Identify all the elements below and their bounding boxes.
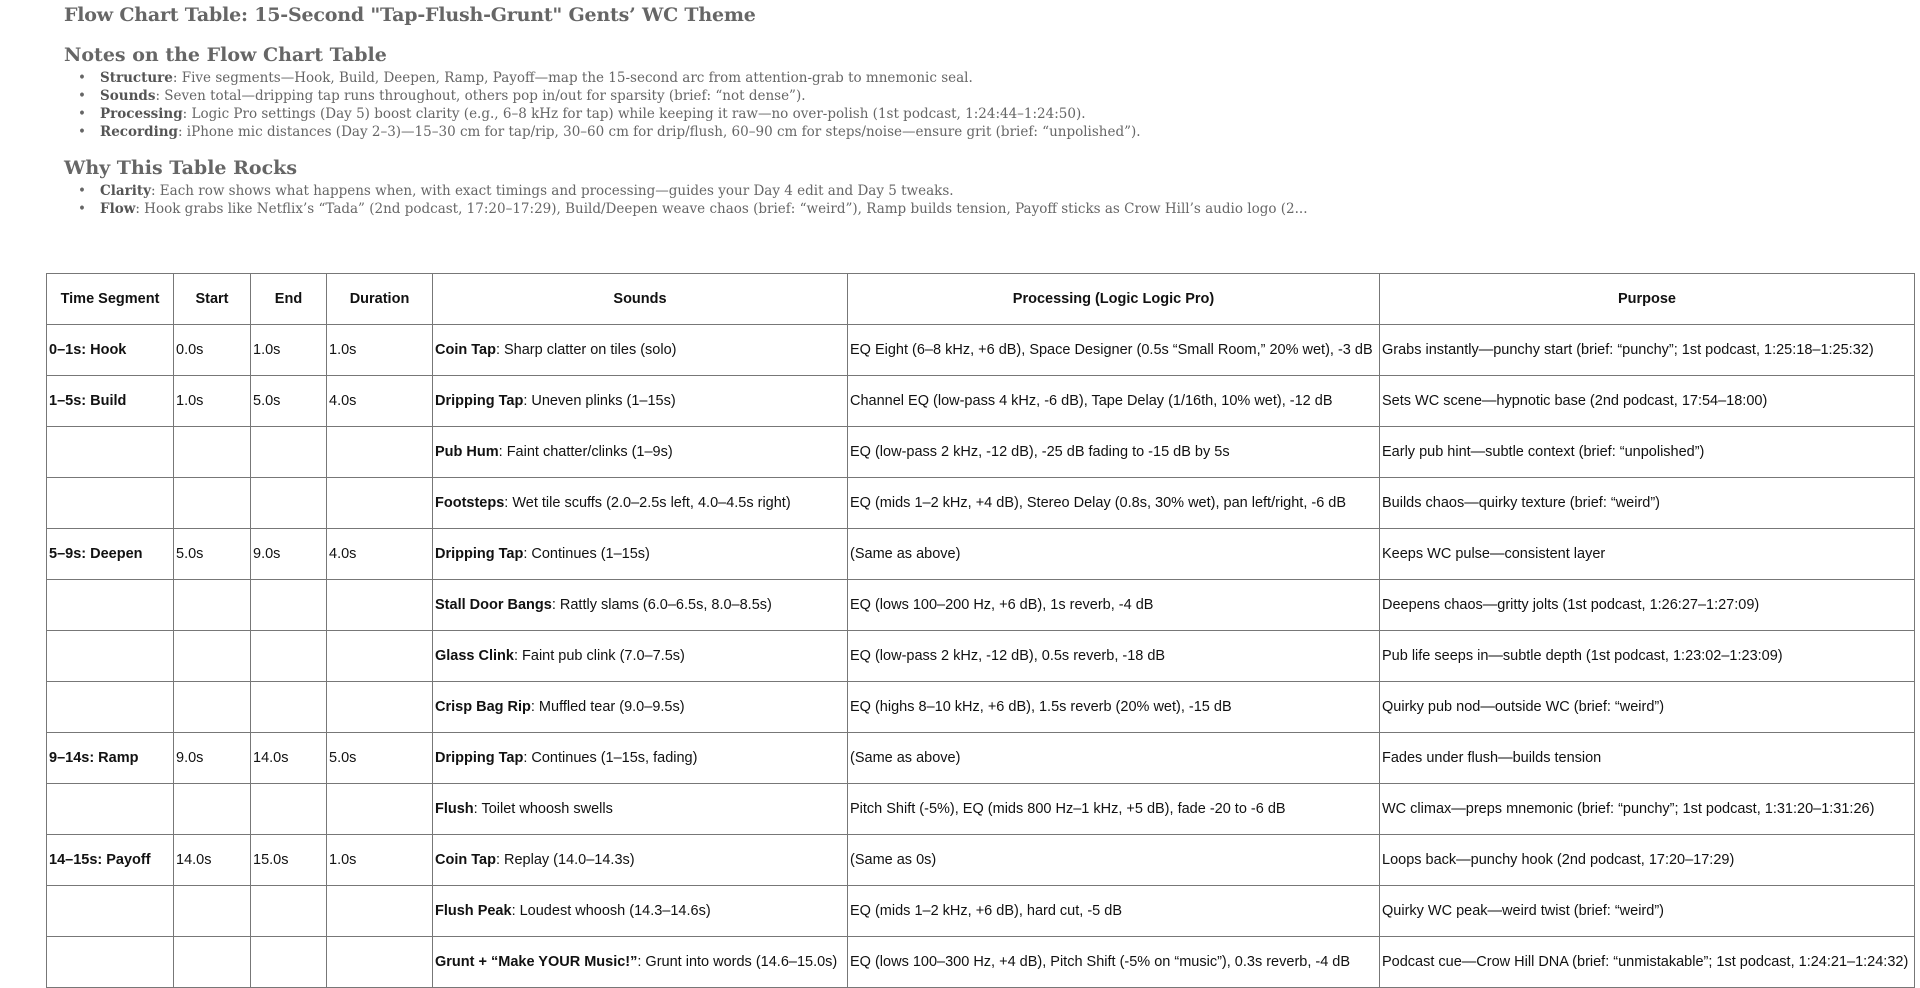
table-row	[47, 733, 1915, 784]
sound-description: : Muffled tear (9.0–9.5s)	[530, 698, 685, 715]
table-row	[47, 529, 1915, 580]
note-term: Structure	[100, 70, 173, 86]
cell-segment	[47, 784, 174, 835]
cell-start: 0.0s	[174, 325, 251, 376]
cell-segment	[47, 937, 174, 988]
cell-segment	[47, 427, 174, 478]
cell-start	[174, 631, 251, 682]
bullet-icon: •	[78, 183, 86, 199]
cell-purpose: Loops back—punchy hook (2nd podcast, 17:20–17:29)	[1380, 835, 1915, 886]
note-term: Processing	[100, 106, 183, 122]
note-text: : Logic Pro settings (Day 5) boost clarity (e.g., 6–8 kHz for tap) while keeping it raw—no over-polish (1st podcast, 1:24:44–1:24:50).	[182, 106, 1086, 122]
cell-segment: 9–14s: Ramp	[47, 733, 174, 784]
column-header: Time Segment	[47, 274, 174, 325]
cell-processing: EQ (lows 100–300 Hz, +4 dB), Pitch Shift (-5% on “music”), 0.3s reverb, -4 dB	[848, 937, 1380, 988]
why-text: : Hook grabs like Netflix’s “Tada” (2nd podcast, 17:20–17:29), Build/Deepen weave chaos (brief: “weird”), Ramp builds tension, Payoff sticks as Crow Hill’s audio logo (2...	[135, 201, 1308, 217]
note-text: : iPhone mic distances (Day 2–3)—15–30 cm for tap/rip, 30–60 cm for drip/flush, 60–90 cm for steps/noise—ensure grit (brief: “unpolished”).	[177, 124, 1141, 140]
sound-description: : Faint pub clink (7.0–7.5s)	[513, 647, 685, 664]
cell-segment	[47, 478, 174, 529]
sound-name: Dripping Tap	[435, 392, 524, 409]
note-term: Sounds	[100, 88, 156, 104]
table-row	[47, 325, 1915, 376]
notes-list	[78, 69, 1141, 141]
why-term: Clarity	[100, 183, 151, 199]
cell-processing: (Same as 0s)	[848, 835, 1380, 886]
cell-duration	[327, 784, 433, 835]
why-list	[78, 182, 1307, 218]
sound-description: : Grunt into words (14.6–15.0s)	[637, 953, 838, 970]
cell-end	[251, 682, 327, 733]
note-text: : Seven total—dripping tap runs throughout, others pop in/out for sparsity (brief: “not dense”).	[155, 88, 806, 104]
sound-name: Crisp Bag Rip	[435, 698, 531, 715]
bullet-icon: •	[78, 124, 86, 140]
cell-duration	[327, 886, 433, 937]
cell-sounds	[433, 733, 848, 784]
cell-sounds	[433, 631, 848, 682]
cell-processing: Channel EQ (low-pass 4 kHz, -6 dB), Tape Delay (1/16th, 10% wet), -12 dB	[848, 376, 1380, 427]
table-row	[47, 886, 1915, 937]
list-item	[78, 69, 1141, 87]
cell-processing: EQ (lows 100–200 Hz, +6 dB), 1s reverb, -4 dB	[848, 580, 1380, 631]
cell-duration: 1.0s	[327, 325, 433, 376]
sound-description: : Loudest whoosh (14.3–14.6s)	[511, 902, 711, 919]
table-row	[47, 376, 1915, 427]
cell-end	[251, 886, 327, 937]
cell-processing: Pitch Shift (-5%), EQ (mids 800 Hz–1 kHz, +5 dB), fade -20 to -6 dB	[848, 784, 1380, 835]
cell-segment	[47, 631, 174, 682]
cell-segment	[47, 682, 174, 733]
cell-duration: 4.0s	[327, 529, 433, 580]
cell-purpose: Builds chaos—quirky texture (brief: “weird”)	[1380, 478, 1915, 529]
list-item	[78, 182, 1307, 200]
cell-sounds	[433, 325, 848, 376]
sound-description: : Faint chatter/clinks (1–9s)	[498, 443, 673, 460]
sound-description: : Wet tile scuffs (2.0–2.5s left, 4.0–4.5s right)	[504, 494, 791, 511]
flow-chart-table	[46, 273, 1915, 988]
cell-duration: 5.0s	[327, 733, 433, 784]
cell-duration	[327, 631, 433, 682]
sound-name: Pub Hum	[435, 443, 499, 460]
cell-purpose: Keeps WC pulse—consistent layer	[1380, 529, 1915, 580]
column-header: Processing (Logic Logic Pro)	[848, 274, 1380, 325]
sound-name: Coin Tap	[435, 851, 496, 868]
cell-start	[174, 886, 251, 937]
list-item	[78, 123, 1141, 141]
sound-description: : Uneven plinks (1–15s)	[523, 392, 676, 409]
table-row	[47, 682, 1915, 733]
list-item	[78, 105, 1141, 123]
cell-end	[251, 631, 327, 682]
cell-end: 15.0s	[251, 835, 327, 886]
bullet-icon: •	[78, 106, 86, 122]
bullet-icon: •	[78, 201, 86, 217]
table-row	[47, 478, 1915, 529]
cell-end	[251, 427, 327, 478]
cell-sounds	[433, 886, 848, 937]
sound-description: : Sharp clatter on tiles (solo)	[495, 341, 677, 358]
cell-segment	[47, 580, 174, 631]
cell-start: 14.0s	[174, 835, 251, 886]
cell-purpose: Quirky WC peak—weird twist (brief: “weird”)	[1380, 886, 1915, 937]
document-title: Flow Chart Table: 15-Second "Tap-Flush-Grunt" Gents’ WC Theme	[64, 4, 756, 26]
cell-end: 14.0s	[251, 733, 327, 784]
note-text: : Five segments—Hook, Build, Deepen, Ramp, Payoff—map the 15-second arc from attention-grab to mnemonic seal.	[172, 70, 973, 86]
cell-purpose: Quirky pub nod—outside WC (brief: “weird”)	[1380, 682, 1915, 733]
why-text: : Each row shows what happens when, with exact timings and processing—guides your Day 4 edit and Day 5 tweaks.	[150, 183, 954, 199]
list-item	[78, 200, 1307, 218]
cell-end: 5.0s	[251, 376, 327, 427]
sound-name: Stall Door Bangs	[435, 596, 552, 613]
cell-purpose: Pub life seeps in—subtle depth (1st podcast, 1:23:02–1:23:09)	[1380, 631, 1915, 682]
cell-sounds	[433, 682, 848, 733]
cell-sounds	[433, 427, 848, 478]
list-item	[78, 87, 1141, 105]
cell-end: 9.0s	[251, 529, 327, 580]
cell-end	[251, 580, 327, 631]
column-header: Duration	[327, 274, 433, 325]
sound-description: : Toilet whoosh swells	[473, 800, 613, 817]
cell-processing: EQ (mids 1–2 kHz, +4 dB), Stereo Delay (0.8s, 30% wet), pan left/right, -6 dB	[848, 478, 1380, 529]
cell-duration	[327, 937, 433, 988]
cell-start: 9.0s	[174, 733, 251, 784]
cell-duration	[327, 478, 433, 529]
sound-name: Coin Tap	[435, 341, 496, 358]
cell-sounds	[433, 835, 848, 886]
cell-start	[174, 427, 251, 478]
cell-purpose: Deepens chaos—gritty jolts (1st podcast, 1:26:27–1:27:09)	[1380, 580, 1915, 631]
cell-purpose: Early pub hint—subtle context (brief: “unpolished”)	[1380, 427, 1915, 478]
sound-description: : Rattly slams (6.0–6.5s, 8.0–8.5s)	[551, 596, 772, 613]
column-header: Purpose	[1380, 274, 1915, 325]
cell-segment: 1–5s: Build	[47, 376, 174, 427]
bullet-icon: •	[78, 70, 86, 86]
note-term: Recording	[100, 124, 178, 140]
cell-start	[174, 784, 251, 835]
cell-start	[174, 478, 251, 529]
cell-duration	[327, 580, 433, 631]
cell-end: 1.0s	[251, 325, 327, 376]
table-body	[47, 325, 1915, 988]
cell-segment: 0–1s: Hook	[47, 325, 174, 376]
sound-description: : Continues (1–15s)	[523, 545, 650, 562]
sound-description: : Continues (1–15s, fading)	[523, 749, 698, 766]
table-row	[47, 580, 1915, 631]
cell-processing: EQ (low-pass 2 kHz, -12 dB), 0.5s reverb, -18 dB	[848, 631, 1380, 682]
cell-duration	[327, 682, 433, 733]
cell-start: 5.0s	[174, 529, 251, 580]
sound-description: : Replay (14.0–14.3s)	[495, 851, 635, 868]
bullet-icon: •	[78, 88, 86, 104]
column-header: Sounds	[433, 274, 848, 325]
cell-end	[251, 478, 327, 529]
cell-sounds	[433, 478, 848, 529]
column-header: End	[251, 274, 327, 325]
cell-purpose: Sets WC scene—hypnotic base (2nd podcast, 17:54–18:00)	[1380, 376, 1915, 427]
cell-purpose: WC climax—preps mnemonic (brief: “punchy”; 1st podcast, 1:31:20–1:31:26)	[1380, 784, 1915, 835]
cell-start	[174, 682, 251, 733]
cell-duration: 4.0s	[327, 376, 433, 427]
sound-name: Footsteps	[435, 494, 505, 511]
table-row	[47, 631, 1915, 682]
cell-segment	[47, 886, 174, 937]
cell-segment: 5–9s: Deepen	[47, 529, 174, 580]
table-row	[47, 835, 1915, 886]
table-header-row	[47, 274, 1915, 325]
cell-processing: (Same as above)	[848, 529, 1380, 580]
column-header: Start	[174, 274, 251, 325]
why-term: Flow	[100, 201, 136, 217]
sound-name: Flush	[435, 800, 474, 817]
cell-processing: (Same as above)	[848, 733, 1380, 784]
sound-name: Grunt + “Make YOUR Music!”	[435, 953, 638, 970]
cell-start	[174, 937, 251, 988]
table-row	[47, 427, 1915, 478]
sound-name: Glass Clink	[435, 647, 514, 664]
cell-sounds	[433, 376, 848, 427]
sound-name: Flush Peak	[435, 902, 512, 919]
table-row	[47, 784, 1915, 835]
cell-duration: 1.0s	[327, 835, 433, 886]
notes-heading: Notes on the Flow Chart Table	[64, 44, 387, 66]
cell-purpose: Fades under flush—builds tension	[1380, 733, 1915, 784]
why-heading: Why This Table Rocks	[64, 157, 298, 179]
cell-sounds	[433, 784, 848, 835]
cell-purpose: Grabs instantly—punchy start (brief: “punchy”; 1st podcast, 1:25:18–1:25:32)	[1380, 325, 1915, 376]
sound-name: Dripping Tap	[435, 749, 524, 766]
cell-processing: EQ (low-pass 2 kHz, -12 dB), -25 dB fading to -15 dB by 5s	[848, 427, 1380, 478]
cell-end	[251, 937, 327, 988]
cell-sounds	[433, 529, 848, 580]
cell-start	[174, 580, 251, 631]
cell-segment: 14–15s: Payoff	[47, 835, 174, 886]
cell-start: 1.0s	[174, 376, 251, 427]
cell-duration	[327, 427, 433, 478]
cell-sounds	[433, 937, 848, 988]
table-row	[47, 937, 1915, 988]
cell-processing: EQ (highs 8–10 kHz, +6 dB), 1.5s reverb (20% wet), -15 dB	[848, 682, 1380, 733]
cell-purpose: Podcast cue—Crow Hill DNA (brief: “unmistakable”; 1st podcast, 1:24:21–1:24:32)	[1380, 937, 1915, 988]
cell-end	[251, 784, 327, 835]
sound-name: Dripping Tap	[435, 545, 524, 562]
cell-sounds	[433, 580, 848, 631]
cell-processing: EQ (mids 1–2 kHz, +6 dB), hard cut, -5 dB	[848, 886, 1380, 937]
cell-processing: EQ Eight (6–8 kHz, +6 dB), Space Designer (0.5s “Small Room,” 20% wet), -3 dB	[848, 325, 1380, 376]
